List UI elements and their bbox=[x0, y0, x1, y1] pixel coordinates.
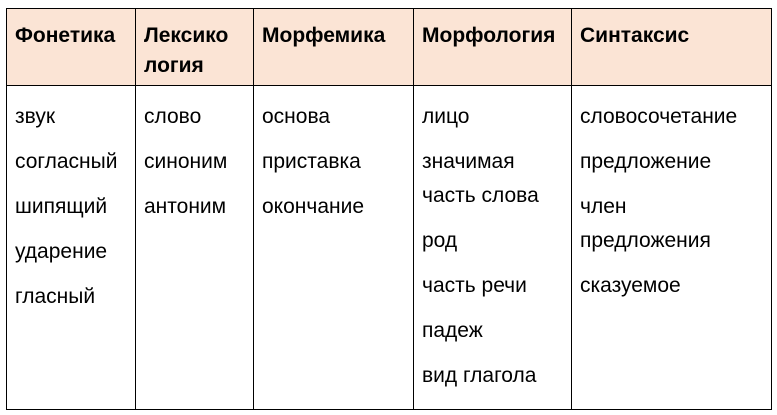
syntax-terms-cell bbox=[572, 86, 772, 410]
list-item: член предложения bbox=[580, 195, 711, 252]
lexicology-terms-cell bbox=[136, 86, 254, 410]
list-item: ударение bbox=[15, 240, 108, 263]
list-item: сказуемое bbox=[580, 274, 681, 297]
list-item: род bbox=[422, 229, 458, 252]
list-item: гласный bbox=[15, 285, 96, 308]
header-phonetics: Фонетика bbox=[7, 9, 136, 86]
header-syntax: Синтаксис bbox=[572, 9, 772, 86]
list-item: приставка bbox=[262, 150, 361, 173]
list-item: вид глагола bbox=[422, 364, 537, 387]
list-item: падеж bbox=[422, 319, 483, 342]
header-morphemics: Морфемика bbox=[254, 9, 414, 86]
terms-row bbox=[7, 86, 772, 410]
terms-table-container bbox=[6, 8, 771, 410]
list-item: антоним bbox=[144, 195, 227, 218]
list-item: лицо bbox=[422, 105, 470, 128]
list-item: звук bbox=[15, 105, 56, 128]
list-item: согласный bbox=[15, 150, 118, 173]
header-morphology: Морфология bbox=[414, 9, 572, 86]
header-row bbox=[7, 9, 772, 86]
morphology-terms-cell bbox=[414, 86, 572, 410]
list-item: окончание bbox=[262, 195, 365, 218]
list-item: синоним bbox=[144, 150, 228, 173]
phonetics-terms-cell bbox=[7, 86, 136, 410]
list-item: слово bbox=[144, 105, 202, 128]
morphemics-terms-cell bbox=[254, 86, 414, 410]
list-item: словосочетание bbox=[580, 105, 738, 128]
linguistics-terms-table bbox=[6, 8, 772, 410]
list-item: основа bbox=[262, 105, 331, 128]
list-item: значимая часть слова bbox=[422, 150, 539, 207]
list-item: предложение bbox=[580, 150, 712, 173]
header-lexicology: Лексико логия bbox=[136, 9, 254, 86]
list-item: часть речи bbox=[422, 274, 527, 297]
list-item: шипящий bbox=[15, 195, 108, 218]
